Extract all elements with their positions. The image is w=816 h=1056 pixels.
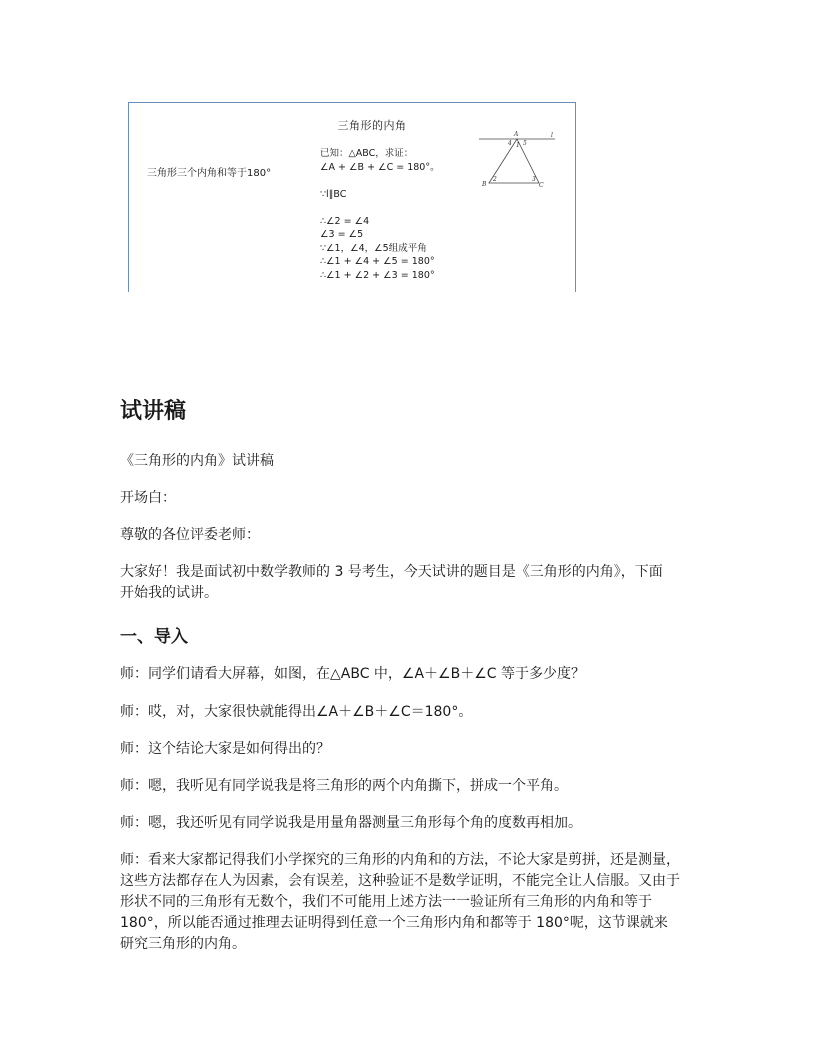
label-A: A — [514, 131, 519, 138]
dialogue-paragraph: 师：这个结论大家是如何得出的？ — [120, 741, 330, 757]
page-heading: 试讲稿 — [120, 399, 187, 424]
dialogue-paragraph: 师：嗯，我还听见有同学说我是用量角器测量三角形每个角的度数再相加。 — [120, 815, 582, 831]
dialogue-paragraph: 师：同学们请看大屏幕，如图，在△ABC 中，∠A＋∠B＋∠C 等于多少度？ — [120, 666, 585, 682]
dialogue-paragraph: 师：嗯，我听见有同学说我是将三角形的两个内角撕下，拼成一个平角。 — [120, 778, 568, 794]
proof-line: ∴∠1 + ∠4 + ∠5 = 180° — [320, 256, 435, 267]
proof-line: ∴∠1 + ∠2 + ∠3 = 180° — [320, 269, 435, 281]
dialogue-paragraph: 师：看来大家都记得我们小学探究的三角形的内角和的方法，不论大家是剪拼，还是测量，这些方法都存在人为因素，会有误差，这种验证不是数学证明，不能完全让人信服。又由于形状不同的三角形有无数个，我们不可能用上述方法一一验证所有三角形的内角和等于 180°，所以能否通过推理去证明得到任意一个三角形内角和都等于 180°呢，这节课就来研究三角形的内角。 — [120, 852, 680, 952]
opening-label: 开场白： — [120, 490, 176, 506]
triangle-diagram — [477, 129, 567, 191]
proof-line: ∵l∥BC — [320, 188, 347, 200]
label-C: C — [539, 182, 544, 189]
board-theorem-note: 三角形三个内角和等于180° — [147, 168, 272, 179]
dialogue-paragraph: 师：哎，对，大家很快就能得出∠A＋∠B＋∠C＝180°。 — [120, 704, 473, 720]
proof-line: ∵∠1，∠4，∠5组成平角 — [320, 242, 427, 254]
document-subtitle: 《三角形的内角》试讲稿 — [120, 453, 274, 469]
board-proof — [320, 147, 440, 282]
section-heading-intro: 一、导入 — [120, 627, 188, 647]
board-title: 三角形的内角 — [337, 119, 407, 132]
intro-paragraph: 大家好！我是面试初中数学教师的 3 号考生，今天试讲的题目是《三角形的内角》，下面开始我的试讲。 — [120, 564, 663, 601]
label-1: 1 — [516, 142, 520, 149]
greeting: 尊敬的各位评委老师： — [120, 527, 260, 543]
label-2: 2 — [493, 176, 497, 183]
lesson-board-figure — [128, 102, 576, 292]
label-B: B — [482, 181, 487, 188]
proof-line: 已知：△ABC，求证： — [320, 148, 414, 159]
label-4: 4 — [508, 140, 512, 147]
proof-line — [320, 174, 440, 188]
proof-line: ∠A + ∠B + ∠C = 180°。 — [320, 161, 440, 173]
proof-line: ∠3 = ∠5 — [320, 229, 364, 240]
label-l: l — [551, 132, 553, 139]
proof-line — [320, 201, 440, 215]
label-3: 3 — [532, 176, 536, 183]
proof-line: ∴∠2 = ∠4 — [320, 215, 370, 227]
label-5: 5 — [523, 140, 527, 147]
